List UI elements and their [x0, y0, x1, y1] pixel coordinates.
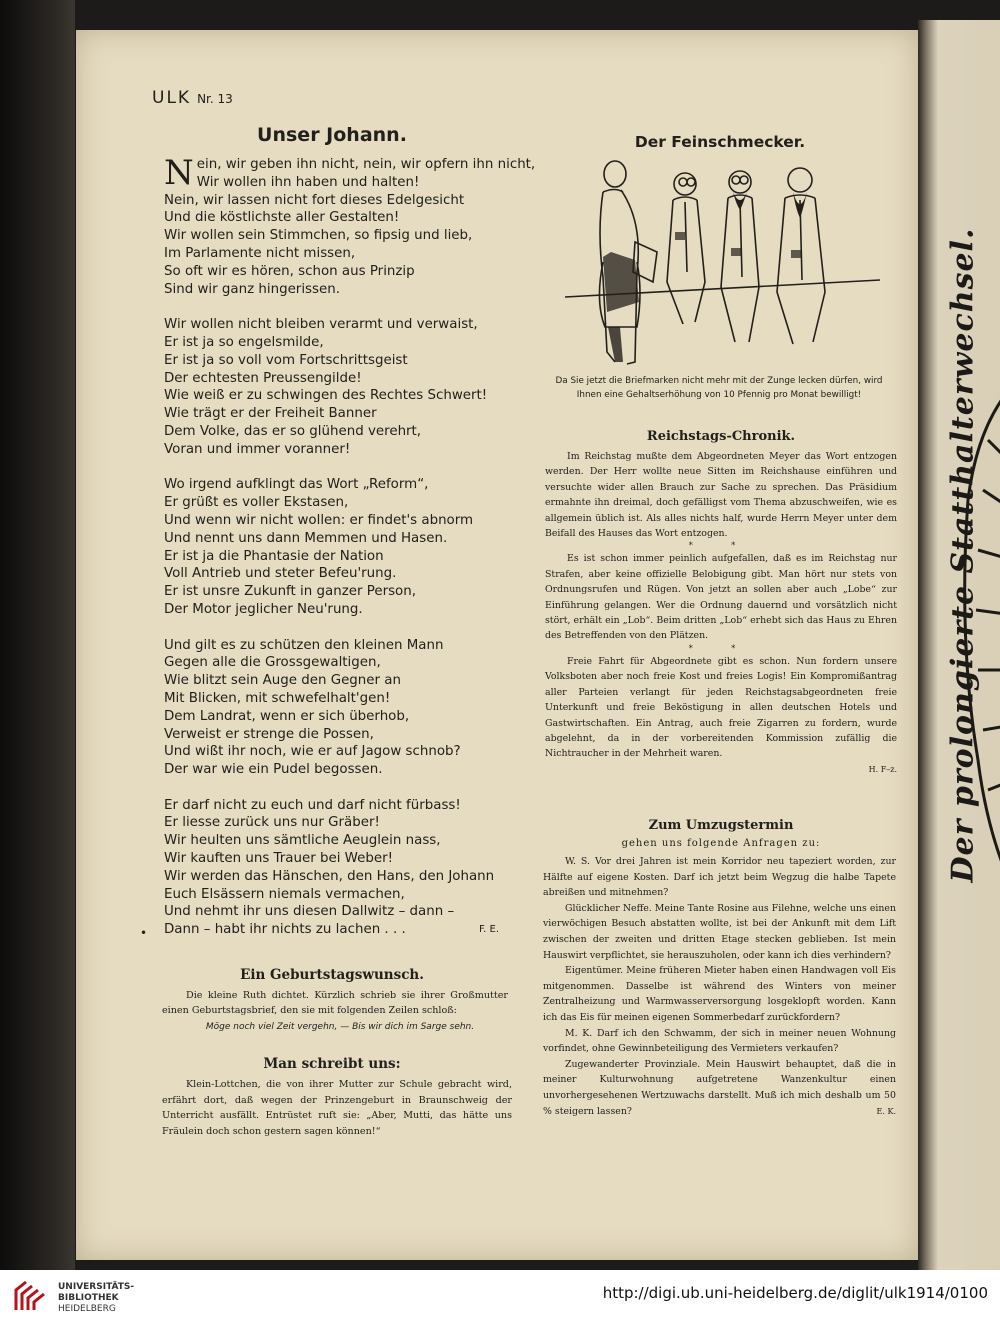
adjacent-page-illustration — [958, 380, 1000, 900]
poem-line: Im Parlamente nicht missen, — [164, 245, 356, 261]
poem-last-line — [164, 921, 499, 939]
issue-number: Nr. 13 — [197, 92, 233, 106]
umzug-paragraph-text: Zugewanderter Provinziale. Mein Hauswirt behauptet, daß die in meiner Kulturwohnung aufgetretene Wanzenkultur einen unvorhergesehenen Wertzuwachs darstellt. Muß ich mich deshalb um 50 % steigern lassen? — [543, 1058, 896, 1117]
poem-line: Er darf nicht zu euch und darf nicht fürbass! — [164, 797, 461, 813]
poem-line: Voll Antrieb und steter Befeu'rung. — [164, 566, 397, 582]
binding-shadow — [0, 0, 75, 1270]
poem — [164, 153, 536, 957]
umzug-paragraph: Glücklicher Neffe. Meine Tante Rosine aus Filehne, welche uns einen vierwöchigen Besuch abstatten wollte, ist bei der Ankunft mit dem Lift zwischen der zweiten und dritten Etage stecken geblieben. Ist mein Hauswirt verpflichtet, sie herauszuholen, oder kann ich dies verhindern? — [543, 902, 896, 961]
chronik-signature: H. F–z. — [868, 764, 897, 774]
cartoon-title: Der Feinschmecker. — [634, 133, 806, 151]
poem-line: Der war wie ein Pudel begossen. — [164, 762, 383, 778]
poem-stanza — [164, 637, 524, 779]
chronik-text — [545, 449, 897, 777]
poem-stanza — [164, 476, 524, 618]
university-library-logo — [12, 1278, 50, 1314]
poem-line: Er ist ja so voll vom Fortschrittsgeist — [164, 352, 408, 368]
poem-line: Wir wollen sein Stimmchen, so fipsig und lieb, — [164, 228, 473, 244]
poem-stanza — [164, 153, 536, 298]
poem-line: So oft wir es hören, schon aus Prinzip — [164, 263, 415, 279]
poem-line: Wir kauften uns Trauer bei Weber! — [164, 851, 393, 867]
poem-line: Wir heulten uns sämtliche Aeuglein nass, — [164, 833, 441, 849]
poem-line: Der Motor jeglicher Neu'rung. — [164, 601, 363, 617]
umzug-paragraph: M. K. Darf ich den Schwamm, der sich in meiner neuen Wohnung vorfindet, ohne Gewinnbeteiligung des Vermieters verkaufen? — [543, 1027, 896, 1055]
chronik-paragraph: Im Reichstag mußte dem Abgeordneten Meyer das Wort entzogen werden. Der Herr wollte neue Sitten im Reichshause einführen und versuchte wider allen Brauch zur Sache zu sprechen. Das Präsidium ermahnte ihn dreimal, doch gefälligst vom Thema abzuschweifen, wie es allgemein üblich ist. Als alles nichts half, wurde Herrn Meyer unter dem Beifall des Hauses das Wort entzogen. — [545, 451, 897, 540]
poem-line: Und gilt es zu schützen den kleinen Mann — [164, 637, 444, 653]
poem-line: Und wißt ihr noch, wie er auf Jagow schnob? — [164, 744, 461, 760]
poem-line-text: Dann – habt ihr nichts zu lachen . . . — [164, 922, 406, 938]
poem-line: Voran und immer voranner! — [164, 441, 351, 457]
poem-line: Wir werden das Hänschen, den Hans, den Johann — [164, 868, 495, 884]
poem-line: Und nehmt ihr uns diesen Dallwitz – dann – — [164, 904, 455, 920]
poem-stanza — [164, 797, 524, 939]
library-name-line: BIBLIOTHEK — [58, 1293, 119, 1303]
poem-line: Mit Blicken, mit schwefelhalt'gen! — [164, 690, 391, 706]
chronik-paragraph: Freie Fahrt für Abgeordnete gibt es schon. Nun fordern unsere Volksboten aber noch freie Kost und freies Logis! Ein Kompromißantrag aller Parteien verlangt für jeden Reichstagsabgeordneten freie Unterkunft und freie Beköstigung in allen deutschen Hotels und Gastwirtschaften. Ein Antrag, auch freie Zigarren zu fordern, wurde abgelehnt, da in der vorbereitenden Kommission zufällig die Nichtraucher in der Mehrheit waren. — [545, 655, 897, 760]
poem-line: Er grüßt es voller Ekstasen, — [164, 495, 349, 511]
birthday-quote: Möge noch viel Zeit vergehn, — Bis wir dich im Sarge sehn. — [205, 1022, 475, 1032]
poem-line: Euch Elsässern niemals vermachen, — [164, 886, 405, 902]
poem-line: Wir wollen ihn haben und halten! — [196, 174, 420, 190]
adjacent-page — [918, 20, 1000, 1270]
library-name-line: HEIDELBERG — [58, 1304, 116, 1314]
poem-line: Und die köstlichste aller Gestalten! — [164, 210, 400, 226]
poem-line: Dem Volke, das er so glühend verehrt, — [164, 423, 422, 439]
man-schreibt-title: Man schreibt uns: — [263, 1056, 401, 1072]
poem-line: Er ist unsre Zukunft in ganzer Person, — [164, 584, 416, 600]
poem-stanza — [164, 316, 524, 458]
viewer-footer — [0, 1270, 1000, 1321]
poem-line: Der echtesten Preussengilde! — [164, 370, 362, 386]
poem-line: Wie trägt er der Freiheit Banner — [164, 406, 377, 422]
poem-line: Wir wollen nicht bleiben verarmt und verwaist, — [164, 317, 478, 333]
umzug-text — [543, 854, 896, 1119]
section-separator: * * — [688, 541, 754, 551]
drop-cap: N — [164, 153, 194, 193]
birthday-text — [162, 988, 508, 1018]
man-schreibt-text — [162, 1077, 512, 1139]
page-header — [152, 88, 233, 108]
umzug-paragraph — [543, 1057, 896, 1119]
poem-line-text: ein, wir geben ihn nicht, nein, wir opfern ihn nicht, — [196, 157, 536, 172]
cartoon-illustration — [545, 152, 900, 374]
adjacent-page-title: Der prolongierte Statthalterwechsel. — [945, 227, 981, 883]
library-name — [58, 1282, 134, 1315]
umzug-signature: E. K. — [876, 1106, 896, 1116]
birthday-title: Ein Geburtstagswunsch. — [240, 967, 424, 983]
man-schreibt-paragraph: Klein-Lottchen, die von ihrer Mutter zur Schule gebracht wird, erfährt dort, daß wegen der Prinzengeburt in Braunschweig der Unterricht ausfällt. Entrüstet ruft sie: „Aber, Mutti, das hätte uns Fräulein doch schon gestern sagen können!“ — [162, 1079, 512, 1137]
poem-line: Dem Landrat, wenn er sich überhob, — [164, 708, 410, 724]
birthday-paragraph: Die kleine Ruth dichtet. Kürzlich schrieb sie ihrer Großmutter einen Geburtstagsbrief, den sie mit folgenden Zeilen schloß: — [162, 990, 508, 1016]
library-name-line: UNIVERSITÄTS- — [58, 1282, 135, 1292]
umzug-subtitle: gehen uns folgende Anfragen zu: — [621, 838, 821, 849]
margin-bullet: • — [140, 926, 148, 940]
poem-line: Er liesse zurück uns nur Gräber! — [164, 815, 380, 831]
chronik-paragraph: Es ist schon immer peinlich aufgefallen, daß es im Reichstag nur Strafen, aber keine offizielle Belobigung gibt. Man hört nur stets von Ordnungsrufen und Rügen. Von jetzt an sollen aber auch „Lobe“ zur Einführung gelangen. Wer die Ordnung dauernd und vorsätzlich nicht stört, erhält ein „Lob“. Beim dritten „Lob“ erhebt sich das Haus zu Ehren des Betreffenden von den Plätzen. — [545, 553, 897, 642]
poem-title: Unser Johann. — [257, 124, 407, 146]
poem-line: Er ist ja so engelsmilde, — [164, 334, 324, 350]
poem-line: Verweist er strenge die Possen, — [164, 726, 374, 742]
poem-line: Wie blitzt sein Auge den Gegner an — [164, 673, 401, 689]
permalink-url[interactable]: http://digi.ub.uni-heidelberg.de/diglit/ulk1914/0100 — [602, 1284, 988, 1302]
magazine-title: ULK — [152, 88, 192, 108]
poem-line: Und nennt uns dann Memmen und Hasen. — [164, 530, 448, 546]
poem-line: Er ist ja die Phantasie der Nation — [164, 548, 384, 564]
poem-line: Nein, wir lassen nicht fort dieses Edelgesicht — [164, 192, 465, 208]
poem-line: Wie weiß er zu schwingen des Rechtes Schwert! — [164, 388, 488, 404]
cartoon-caption: Da Sie jetzt die Briefmarken nicht mehr mit der Zunge lecken dürfen, wird Ihnen eine Gehaltserhöhung von 10 Pfennig pro Monat bewilligt! — [555, 376, 883, 400]
umzug-paragraph: Eigentümer. Meine früheren Mieter haben einen Handwagen voll Eis mitgenommen. Dasselbe ist während des Winters von meiner Zentralheizung und Warmwasserversorgung losgeklopft worden. Kann ich das Eis für meinen eigenen Sommerbedarf zurückfordern? — [543, 965, 896, 1023]
umzug-paragraph: W. S. Vor drei Jahren ist mein Korridor neu tapeziert worden, zur Hälfte auf eigene Kosten. Darf ich jetzt beim Wegzug die halbe Tapete abreißen und mitnehmen? — [543, 856, 896, 899]
poem-line: Wo irgend aufklingt das Wort „Reform“, — [164, 477, 429, 493]
umzug-title: Zum Umzugstermin — [648, 818, 794, 833]
poem-line: Und wenn wir nicht wollen: er findet's abnorm — [164, 512, 474, 528]
chronik-title: Reichstags-Chronik. — [646, 429, 796, 444]
poem-signature: F. E. — [479, 924, 499, 936]
section-separator: * * — [688, 643, 754, 653]
poem-line: Gegen alle die Grossgewaltigen, — [164, 655, 381, 671]
poem-line: Sind wir ganz hingerissen. — [164, 281, 340, 297]
